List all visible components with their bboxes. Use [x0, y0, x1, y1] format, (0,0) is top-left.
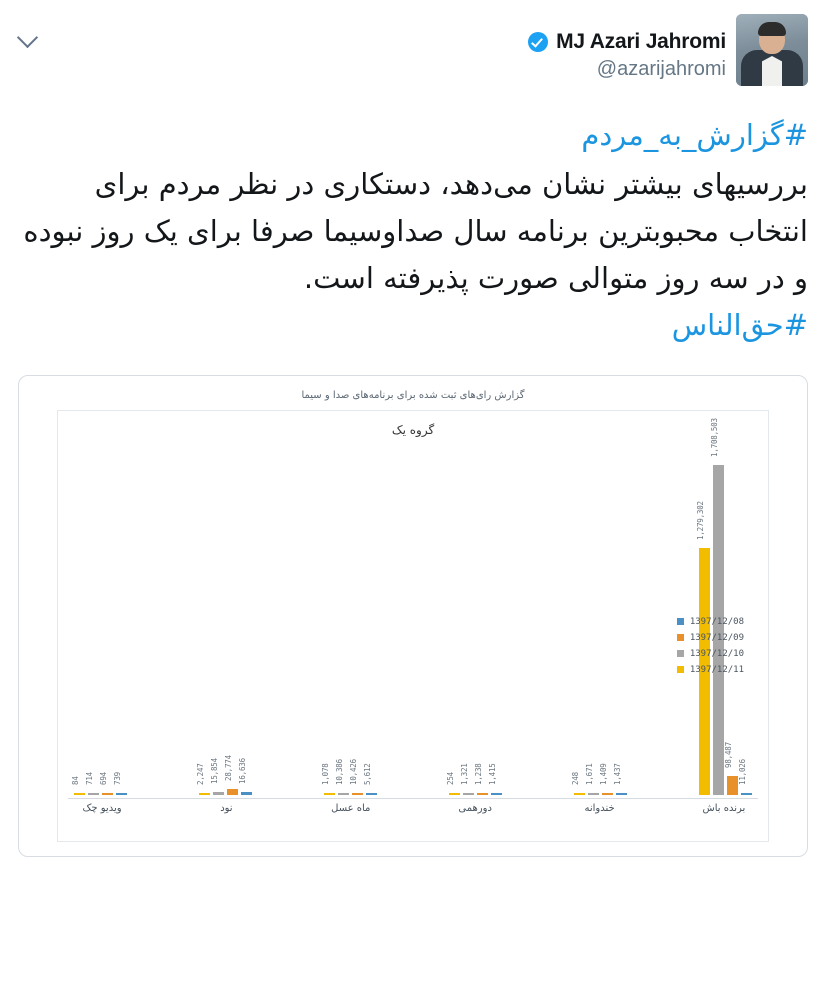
category-label: ماه عسل [331, 802, 371, 814]
bar[interactable] [366, 793, 377, 795]
hashtag-bottom[interactable]: #حق‌الناس [671, 307, 808, 342]
bar-value-label: 1,078 [320, 763, 330, 785]
bar-value-label: 1,708,503 [709, 418, 719, 457]
legend-swatch-icon [677, 634, 684, 641]
bar-wrapper [112, 455, 127, 795]
bar-value-label: 254 [445, 771, 455, 785]
bar-value-label: 98,487 [723, 741, 733, 768]
category-labels [68, 799, 758, 829]
legend-swatch-icon [677, 618, 684, 625]
chart-title: گزارش رای‌های ثبت شده برای برنامه‌های صدا و سیما [301, 389, 525, 401]
bar[interactable] [602, 793, 613, 795]
bar[interactable] [588, 793, 599, 795]
bar-wrapper [445, 455, 460, 795]
bar-value-label: 1,279,302 [695, 500, 705, 540]
bar-group [320, 455, 377, 795]
bar-value-label: 248 [570, 771, 580, 785]
bar-wrapper [459, 455, 474, 795]
legend-swatch-icon [677, 650, 684, 657]
category-label: دورهمی [458, 802, 492, 814]
chevron-down-icon[interactable] [18, 30, 40, 42]
bar-wrapper [209, 455, 224, 795]
bar-wrapper [362, 455, 377, 795]
bar[interactable] [463, 793, 474, 795]
bar[interactable] [741, 793, 752, 795]
bar-group [70, 455, 127, 795]
name-row [528, 30, 726, 54]
bar-value-label: 714 [84, 771, 94, 785]
bar-wrapper [570, 455, 585, 795]
avatar[interactable] [736, 14, 808, 86]
legend-label: 1397/12/08 [689, 616, 744, 627]
legend-item[interactable] [677, 633, 744, 643]
chart-subtitle: گروه یک [391, 422, 435, 437]
tweet-body [0, 92, 826, 357]
verified-badge-icon [528, 32, 548, 52]
hashtag-top[interactable]: #گزارش_به_مردم [581, 118, 808, 152]
bar-value-label: 2,247 [195, 763, 205, 785]
legend-label: 1397/12/11 [689, 664, 744, 675]
bar-wrapper [612, 455, 627, 795]
bar[interactable] [449, 793, 460, 795]
bar[interactable] [477, 793, 488, 795]
bar-wrapper [98, 455, 113, 795]
bar[interactable] [227, 789, 238, 795]
category-label: خندوانه [584, 802, 615, 814]
bar-value-label: 1,437 [612, 763, 622, 785]
chart-legend [677, 617, 744, 675]
category-label: برنده باش [702, 802, 746, 814]
category-label: نود [220, 802, 233, 814]
bar-value-label: 1,238 [473, 763, 483, 785]
bar[interactable] [491, 793, 502, 795]
bar-wrapper [487, 455, 502, 795]
bar[interactable] [74, 793, 85, 795]
bar[interactable] [102, 793, 113, 795]
bar[interactable] [241, 792, 252, 795]
bar[interactable] [324, 793, 335, 795]
bar-value-label: 84 [70, 776, 80, 785]
account-name-block [528, 14, 736, 81]
bar-wrapper [237, 455, 252, 795]
account-display-name: MJ Azari Jahromi [556, 30, 726, 53]
bar[interactable] [213, 792, 224, 795]
avatar-shirt [762, 56, 782, 86]
bar-value-label: 28,774 [223, 755, 233, 782]
legend-swatch-icon [677, 666, 684, 673]
bar-wrapper [70, 455, 85, 795]
bar-value-label: 739 [112, 771, 122, 785]
tweet-header [0, 0, 826, 92]
bar-value-label: 694 [98, 771, 108, 785]
bar[interactable] [338, 793, 349, 795]
bar-wrapper [84, 455, 99, 795]
collapse-button[interactable] [18, 14, 58, 42]
bar-wrapper [348, 455, 363, 795]
bar-wrapper [473, 455, 488, 795]
bar-wrapper [223, 455, 238, 795]
legend-label: 1397/12/09 [689, 632, 744, 643]
bar[interactable] [199, 793, 210, 795]
bar[interactable] [352, 793, 363, 795]
bar-wrapper [334, 455, 349, 795]
bar-value-label: 5,612 [362, 763, 372, 785]
bar-group [445, 455, 502, 795]
legend-item[interactable] [677, 649, 744, 659]
bar-value-label: 1,409 [598, 763, 608, 785]
bar-value-label: 10,426 [348, 758, 358, 785]
bar-wrapper [320, 455, 335, 795]
bar-value-label: 1,415 [487, 763, 497, 785]
account-handle[interactable]: @azarijahromi [596, 58, 726, 80]
chart-plot-area [57, 410, 769, 842]
category-label: ویدیو چک [82, 802, 122, 814]
legend-item[interactable] [677, 665, 744, 675]
avatar-hair [758, 22, 786, 36]
chart-card[interactable] [18, 375, 808, 857]
bar-group [195, 455, 252, 795]
bar-wrapper [598, 455, 613, 795]
bar-group [570, 455, 627, 795]
bar[interactable] [116, 793, 127, 795]
legend-item[interactable] [677, 617, 744, 627]
bar[interactable] [616, 793, 627, 795]
bar-wrapper [195, 455, 210, 795]
legend-label: 1397/12/10 [689, 648, 744, 659]
bar-value-label: 10,386 [334, 758, 344, 785]
bar[interactable] [88, 793, 99, 795]
bar[interactable] [574, 793, 585, 795]
bar-value-label: 1,321 [459, 763, 469, 785]
bar-value-label: 11,026 [737, 758, 747, 785]
bar-value-label: 15,854 [209, 757, 219, 784]
bar[interactable] [727, 776, 738, 795]
bar-wrapper [584, 455, 599, 795]
tweet-text: بررسیهای بیشتر نشان می‌دهد، دستکاری در نظر مردم برای انتخاب محبوبترین برنامه سال صداوسیما صرفا برای یک روز نبوده و در سه روز متوالی صورت پذیرفته است. [23, 166, 808, 295]
bar-value-label: 16,636 [237, 757, 247, 784]
bar-value-label: 1,671 [584, 763, 594, 785]
